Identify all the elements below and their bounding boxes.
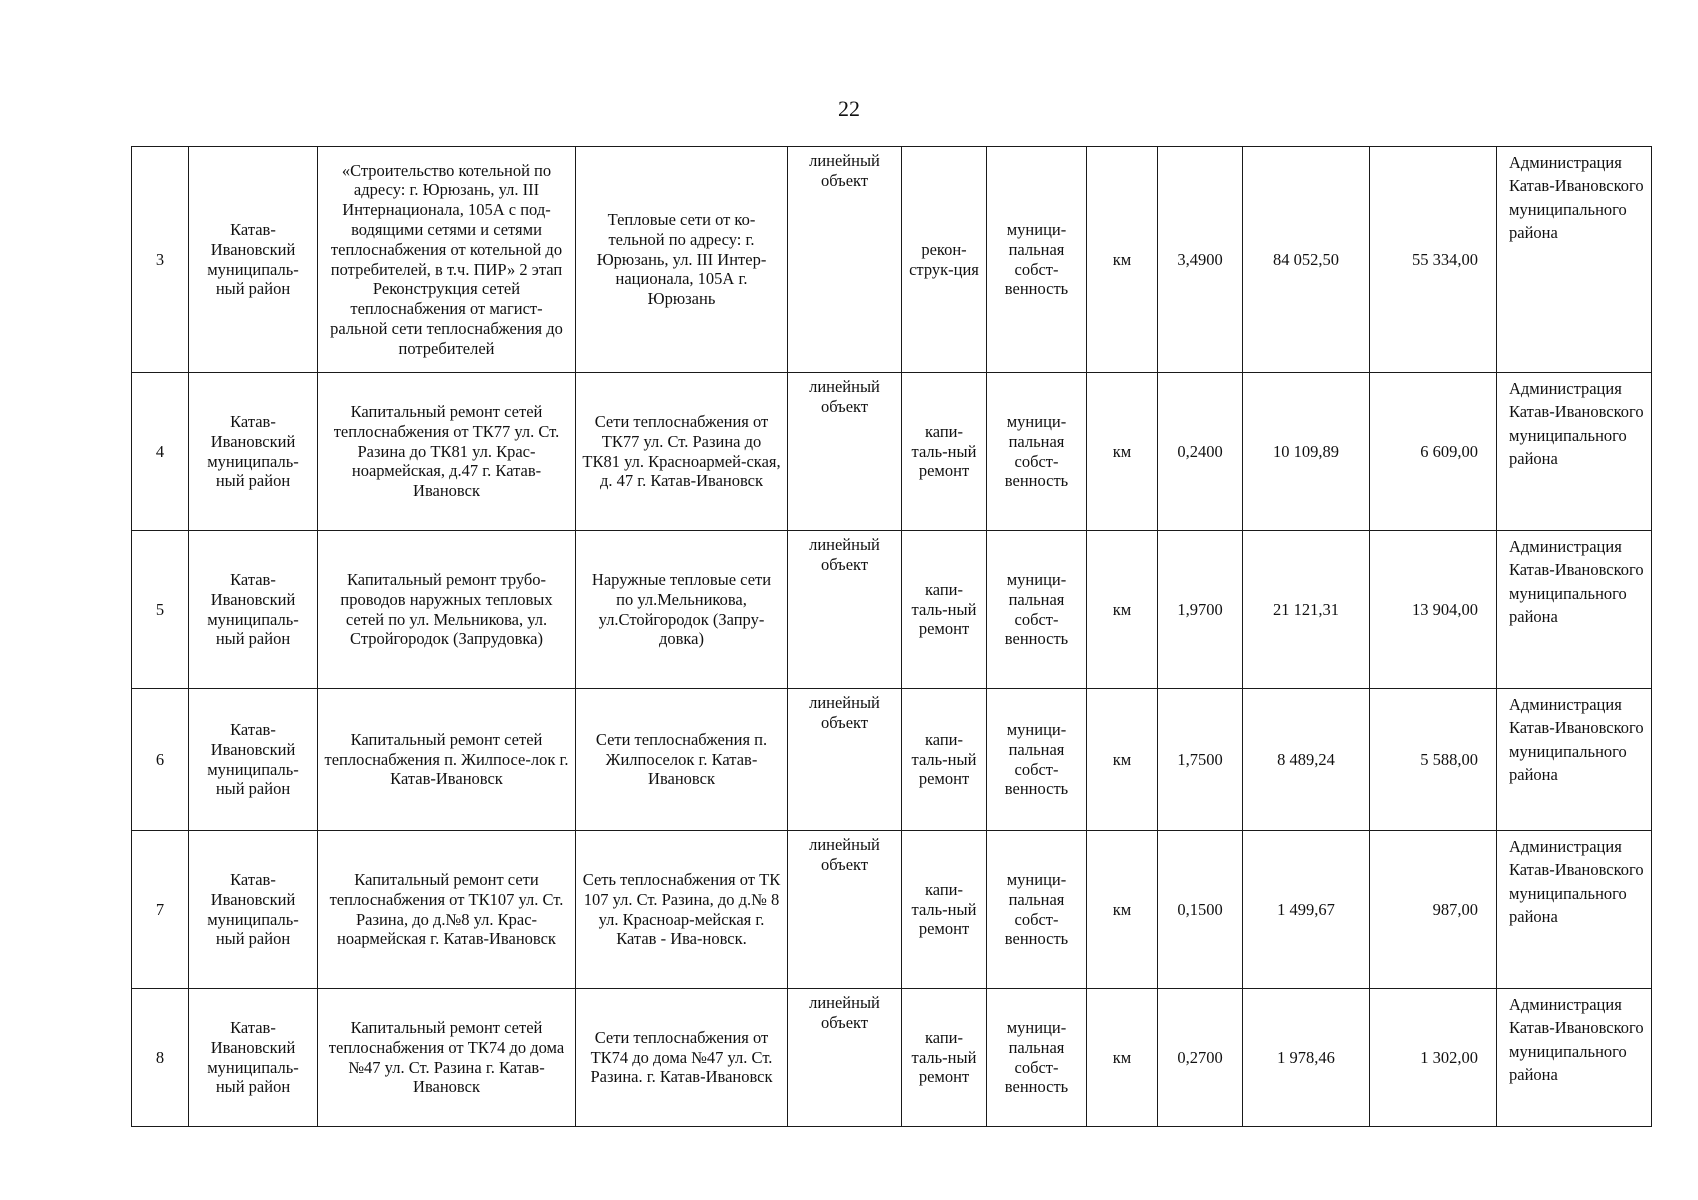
funding-cell: 5 588,00 bbox=[1370, 689, 1497, 831]
object-type-cell: линейный объект bbox=[788, 373, 902, 531]
total-cost-cell: 1 499,67 bbox=[1243, 831, 1370, 989]
unit-cell: км bbox=[1087, 531, 1158, 689]
ownership-cell: муници-пальная собст-венность bbox=[987, 373, 1087, 531]
owner-cell: Администрация Катав-Ивановского муниципального района bbox=[1497, 831, 1652, 989]
owner-cell: Администрация Катав-Ивановского муниципального района bbox=[1497, 531, 1652, 689]
district-cell: Катав-Ивановский муниципаль-ный район bbox=[189, 373, 318, 531]
projects-table bbox=[131, 146, 1652, 1127]
object-cell: Тепловые сети от ко-тельной по адресу: г. Юрюзань, ул. III Интер-национала, 105А г. Юрюзань bbox=[576, 147, 788, 373]
work-type-cell: капи-таль-ный ремонт bbox=[902, 531, 987, 689]
ownership-cell: муници-пальная собст-венность bbox=[987, 831, 1087, 989]
owner-cell: Администрация Катав-Ивановского муниципального района bbox=[1497, 373, 1652, 531]
page-number: 22 bbox=[838, 96, 860, 121]
work-type-cell: капи-таль-ный ремонт bbox=[902, 373, 987, 531]
owner-cell: Администрация Катав-Ивановского муниципального района bbox=[1497, 689, 1652, 831]
length-cell: 1,9700 bbox=[1158, 531, 1243, 689]
district-cell: Катав-Ивановский муниципаль-ный район bbox=[189, 689, 318, 831]
total-cost-cell: 1 978,46 bbox=[1243, 989, 1370, 1127]
ownership-cell: муници-пальная собст-венность bbox=[987, 989, 1087, 1127]
object-type-cell: линейный объект bbox=[788, 147, 902, 373]
project-name-cell: Капитальный ремонт сетей теплоснабжения от ТК74 до дома №47 ул. Ст. Разина г. Катав-Ивановск bbox=[318, 989, 576, 1127]
row-number: 6 bbox=[132, 689, 189, 831]
object-cell: Сети теплоснабжения от ТК74 до дома №47 ул. Ст. Разина. г. Катав-Ивановск bbox=[576, 989, 788, 1127]
length-cell: 3,4900 bbox=[1158, 147, 1243, 373]
project-name-cell: Капитальный ремонт сети теплоснабжения от ТК107 ул. Ст. Разина, до д.№8 ул. Крас-ноармейская г. Катав-Ивановск bbox=[318, 831, 576, 989]
row-number: 5 bbox=[132, 531, 189, 689]
object-type-cell: линейный объект bbox=[788, 989, 902, 1127]
unit-cell: км bbox=[1087, 989, 1158, 1127]
work-type-cell: рекон-струк-ция bbox=[902, 147, 987, 373]
funding-cell: 55 334,00 bbox=[1370, 147, 1497, 373]
table-row bbox=[132, 373, 1652, 531]
project-name-cell: Капитальный ремонт сетей теплоснабжения от ТК77 ул. Ст. Разина до ТК81 ул. Крас-ноармейская, д.47 г. Катав-Ивановск bbox=[318, 373, 576, 531]
owner-cell: Администрация Катав-Ивановского муниципального района bbox=[1497, 989, 1652, 1127]
district-cell: Катав-Ивановский муниципаль-ный район bbox=[189, 147, 318, 373]
table-row bbox=[132, 147, 1652, 373]
work-type-cell: капи-таль-ный ремонт bbox=[902, 989, 987, 1127]
ownership-cell: муници-пальная собст-венность bbox=[987, 689, 1087, 831]
object-cell: Сети теплоснабжения п. Жилпоселок г. Катав-Ивановск bbox=[576, 689, 788, 831]
object-cell: Сети теплоснабжения от ТК77 ул. Ст. Разина до ТК81 ул. Красноармей-ская, д. 47 г. Катав-Ивановск bbox=[576, 373, 788, 531]
object-type-cell: линейный объект bbox=[788, 531, 902, 689]
total-cost-cell: 8 489,24 bbox=[1243, 689, 1370, 831]
row-number: 3 bbox=[132, 147, 189, 373]
row-number: 8 bbox=[132, 989, 189, 1127]
row-number: 4 bbox=[132, 373, 189, 531]
ownership-cell: муници-пальная собст-венность bbox=[987, 147, 1087, 373]
unit-cell: км bbox=[1087, 689, 1158, 831]
length-cell: 0,1500 bbox=[1158, 831, 1243, 989]
district-cell: Катав-Ивановский муниципаль-ный район bbox=[189, 989, 318, 1127]
funding-cell: 987,00 bbox=[1370, 831, 1497, 989]
object-cell: Наружные тепловые сети по ул.Мельникова, ул.Стойгородок (Запру-довка) bbox=[576, 531, 788, 689]
project-name-cell: «Строительство котельной по адресу: г. Юрюзань, ул. III Интернационала, 105А с под-водящими сетями и сетями теплоснабжения от котельной до потребителей, в т.ч. ПИР» 2 этап Реконструкция сетей теплоснабжения от магист-ральной сети теплоснабжения до потребителей bbox=[318, 147, 576, 373]
length-cell: 0,2400 bbox=[1158, 373, 1243, 531]
funding-cell: 1 302,00 bbox=[1370, 989, 1497, 1127]
unit-cell: км bbox=[1087, 831, 1158, 989]
work-type-cell: капи-таль-ный ремонт bbox=[902, 689, 987, 831]
row-number: 7 bbox=[132, 831, 189, 989]
object-type-cell: линейный объект bbox=[788, 831, 902, 989]
object-type-cell: линейный объект bbox=[788, 689, 902, 831]
total-cost-cell: 21 121,31 bbox=[1243, 531, 1370, 689]
total-cost-cell: 84 052,50 bbox=[1243, 147, 1370, 373]
unit-cell: км bbox=[1087, 147, 1158, 373]
length-cell: 1,7500 bbox=[1158, 689, 1243, 831]
funding-cell: 6 609,00 bbox=[1370, 373, 1497, 531]
project-name-cell: Капитальный ремонт трубо-проводов наружных тепловых сетей по ул. Мельникова, ул. Стройгородок (Запрудовка) bbox=[318, 531, 576, 689]
district-cell: Катав-Ивановский муниципаль-ный район bbox=[189, 531, 318, 689]
owner-cell: Администрация Катав-Ивановского муниципального района bbox=[1497, 147, 1652, 373]
total-cost-cell: 10 109,89 bbox=[1243, 373, 1370, 531]
project-name-cell: Капитальный ремонт сетей теплоснабжения п. Жилпосе-лок г. Катав-Ивановск bbox=[318, 689, 576, 831]
table-row bbox=[132, 689, 1652, 831]
ownership-cell: муници-пальная собст-венность bbox=[987, 531, 1087, 689]
table-row bbox=[132, 831, 1652, 989]
object-cell: Сеть теплоснабжения от ТК 107 ул. Ст. Разина, до д.№ 8 ул. Красноар-мейская г. Катав - Ива-новск. bbox=[576, 831, 788, 989]
district-cell: Катав-Ивановский муниципаль-ный район bbox=[189, 831, 318, 989]
funding-cell: 13 904,00 bbox=[1370, 531, 1497, 689]
table-row bbox=[132, 531, 1652, 689]
work-type-cell: капи-таль-ный ремонт bbox=[902, 831, 987, 989]
unit-cell: км bbox=[1087, 373, 1158, 531]
table-row bbox=[132, 989, 1652, 1127]
length-cell: 0,2700 bbox=[1158, 989, 1243, 1127]
